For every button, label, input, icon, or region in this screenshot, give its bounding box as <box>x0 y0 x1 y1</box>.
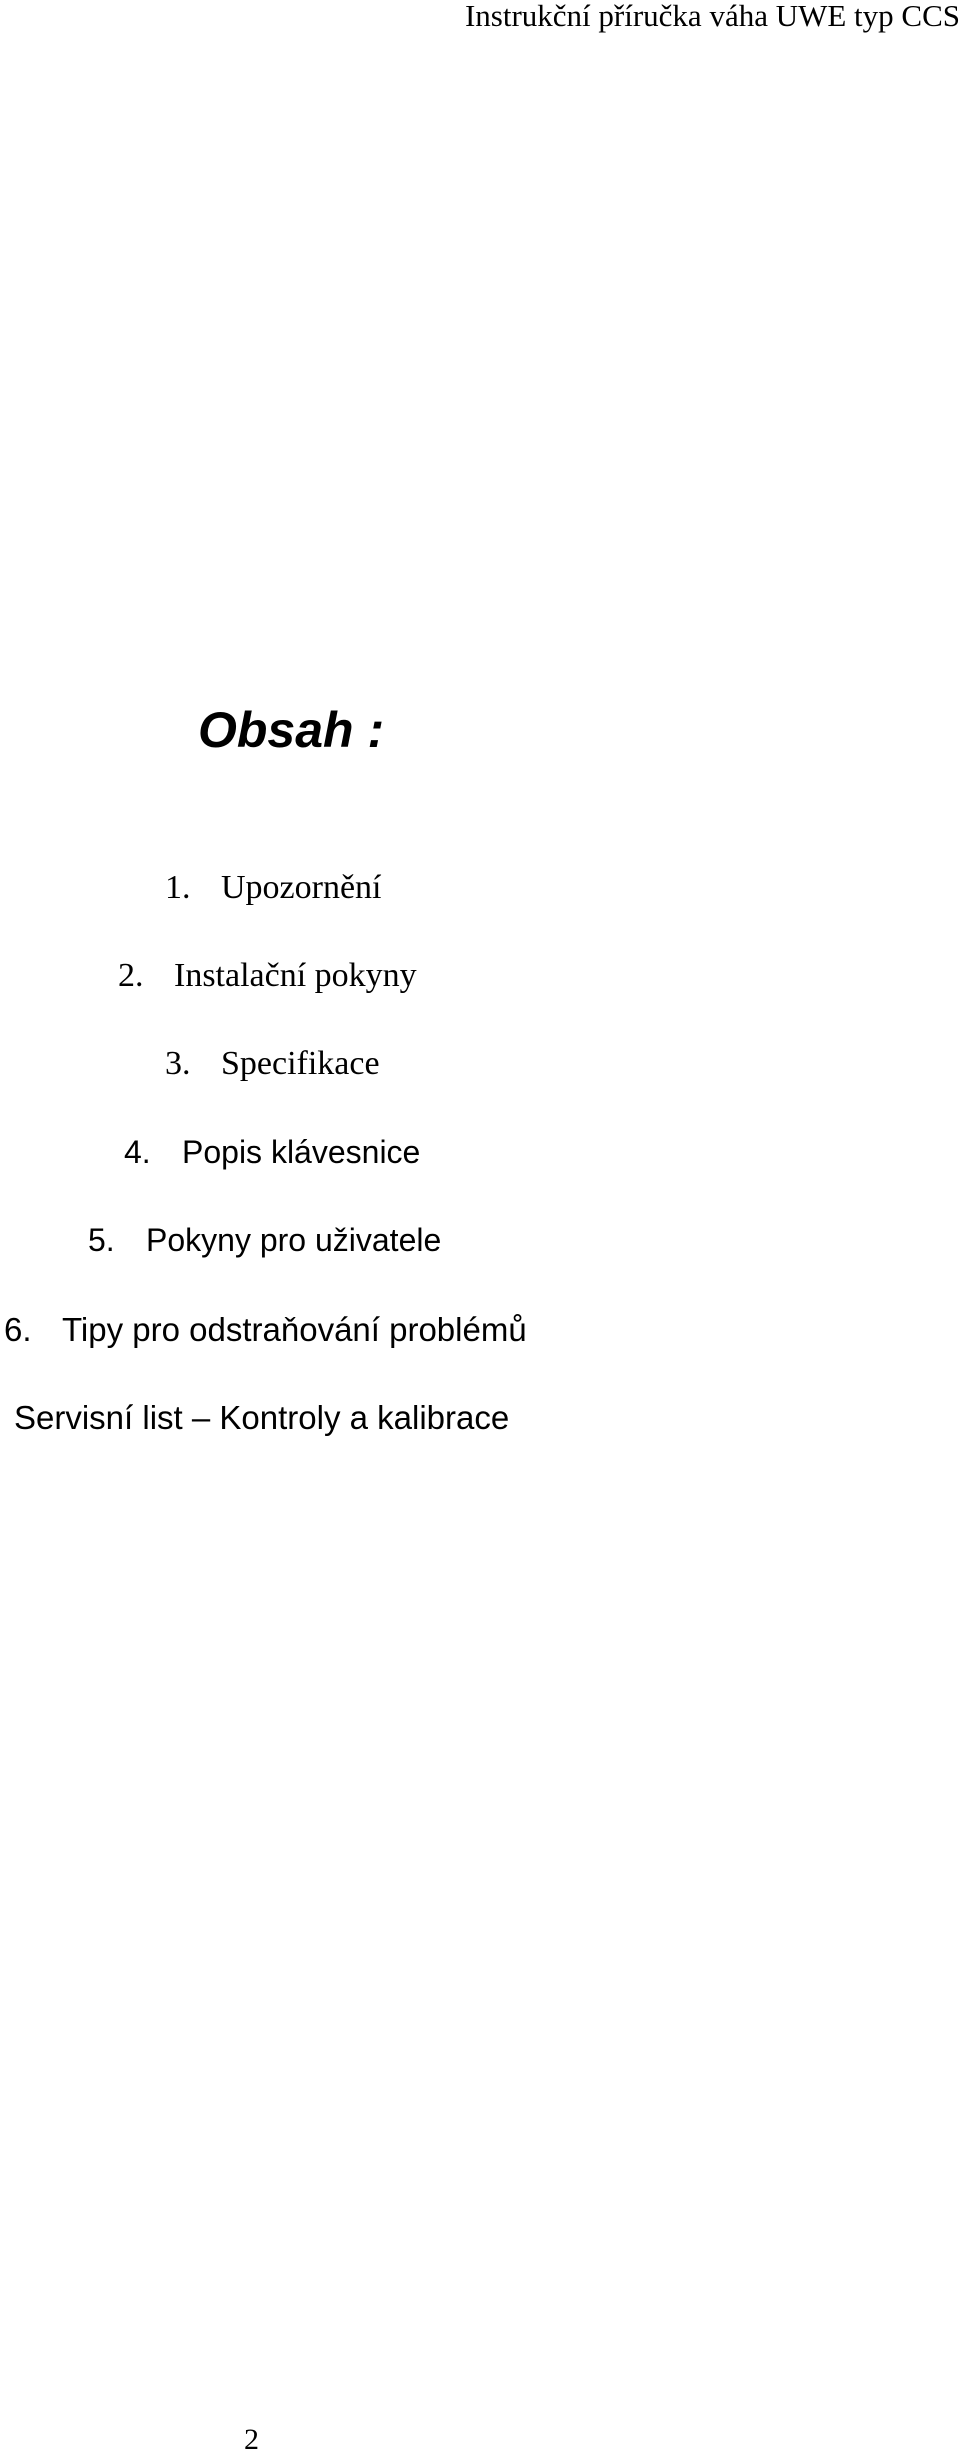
toc-item-number: 4. <box>124 1134 151 1170</box>
toc-item-label: Pokyny pro uživatele <box>146 1222 442 1258</box>
toc-item-5 <box>88 1220 441 1260</box>
page-header: Instrukční příručka váha UWE typ CCS <box>464 0 960 33</box>
toc-item-label: Upozornění <box>221 869 382 906</box>
toc-item-label: Tipy pro odstraňování problémů <box>62 1311 527 1348</box>
toc-item-label: Popis klávesnice <box>182 1134 421 1170</box>
toc-item-label: Instalační pokyny <box>174 957 417 994</box>
toc-item-number: 2. <box>118 957 144 994</box>
page-number: 2 <box>244 2423 259 2456</box>
toc-item-number: 6. <box>4 1311 32 1348</box>
toc-item-number: 5. <box>88 1222 115 1258</box>
toc-item-number: 1. <box>165 869 191 906</box>
toc-item-4 <box>124 1132 420 1172</box>
toc-item-1 <box>165 868 382 908</box>
toc-item-label: Specifikace <box>221 1045 380 1082</box>
toc-item-3 <box>165 1044 380 1084</box>
toc-item-6 <box>4 1310 527 1350</box>
toc-item-2 <box>118 956 417 996</box>
toc-title: Obsah : <box>198 702 385 758</box>
toc-item-service-sheet: Servisní list – Kontroly a kalibrace <box>14 1399 510 1436</box>
toc-item-number: 3. <box>165 1045 191 1082</box>
